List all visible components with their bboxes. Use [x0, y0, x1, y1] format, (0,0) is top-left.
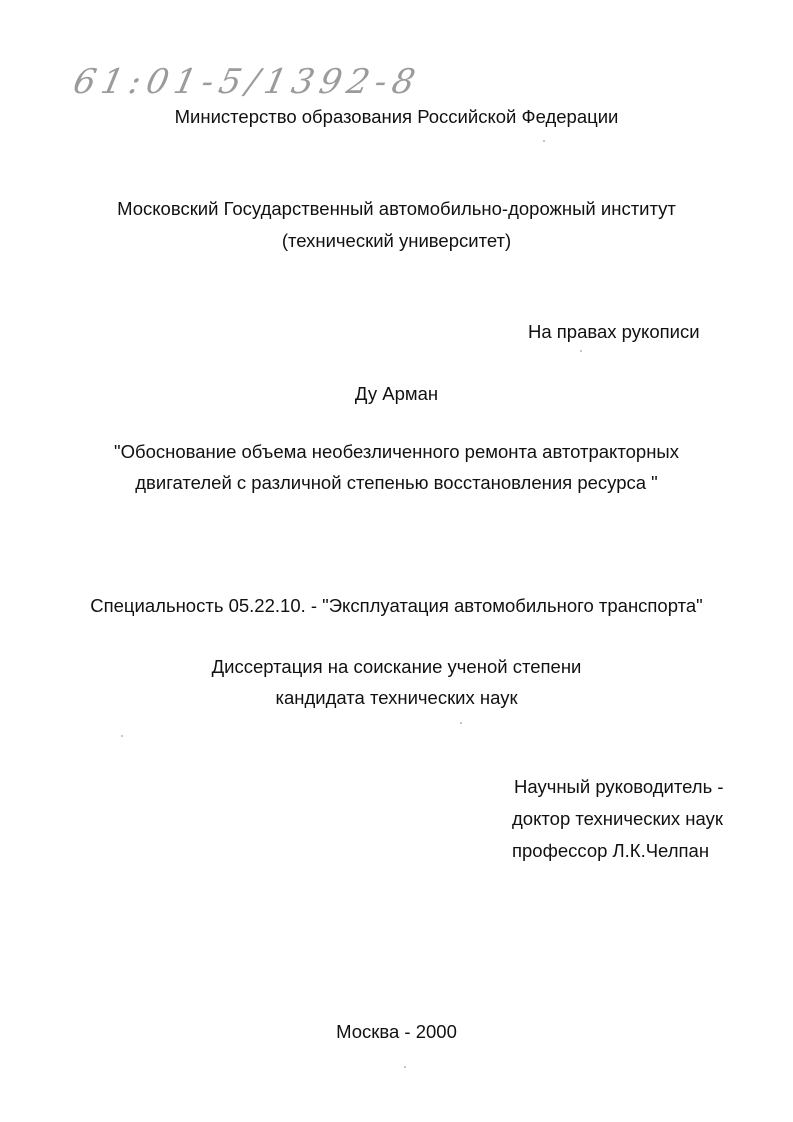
scan-speck: [460, 722, 462, 724]
scan-speck: [121, 735, 123, 737]
supervisor-degree: доктор технических наук: [512, 808, 723, 829]
specialty: Специальность 05.22.10. - "Эксплуатация автомобильного транспорта": [90, 595, 703, 616]
degree-line2: кандидата технических наук: [275, 687, 518, 708]
dissertation-title-line1: "Обоснование объема необезличенного ремонта автотракторных: [114, 441, 679, 462]
dissertation-title-line2: двигателей с различной степенью восстановления ресурса ": [135, 472, 658, 493]
degree-line1: Диссертация на соискание ученой степени: [211, 656, 582, 677]
supervisor-name: профессор Л.К.Челпан: [512, 840, 710, 861]
institute-subtitle: (технический университет): [281, 230, 512, 251]
scan-speck: [404, 1066, 406, 1068]
scan-speck: [580, 350, 582, 352]
institute-name: Московский Государственный автомобильно-дорожный институт: [117, 198, 676, 219]
author-name: Ду Арман: [354, 383, 439, 404]
ministry-heading: Министерство образования Российской Федерации: [174, 106, 619, 127]
scan-speck: [543, 140, 545, 142]
archive-mark: 61:01-5/1392-8: [69, 62, 425, 102]
manuscript-rights: На правах рукописи: [528, 321, 700, 342]
supervisor-role: Научный руководитель -: [514, 776, 724, 797]
city-year: Москва - 2000: [336, 1021, 457, 1042]
